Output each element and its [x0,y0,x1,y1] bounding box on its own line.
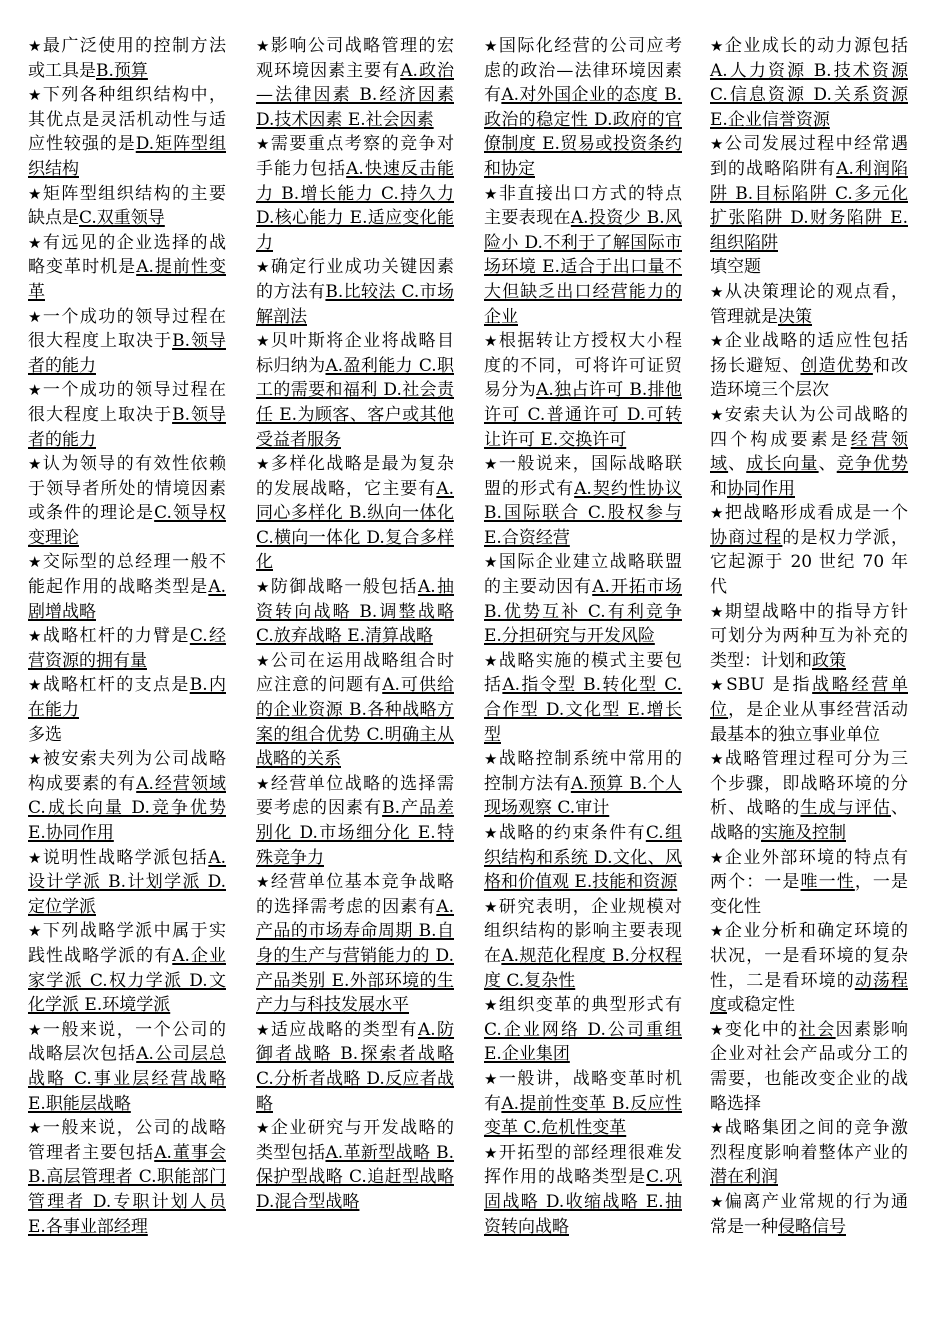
question-item [484,329,682,452]
question-text: 国际企业建立战略联盟的主要动因有 [484,552,682,598]
question-item [28,231,226,305]
question-text: 矩阵型组织结构的主要缺点是 [28,183,226,229]
answer-text: 潜在利润 [710,1167,778,1188]
star-icon: ★ [710,37,725,55]
fill-blank-item [710,1190,908,1239]
statement-text: 企业外部环境的特点有两个：一是 [710,847,908,893]
star-icon: ★ [256,332,271,351]
question-text: 确定行业成功关键因素的方法有 [256,257,454,302]
star-icon: ★ [256,135,271,154]
answer-text: A.经营领域 C.成长向量 D.竞争优势 E.协同作用 [28,773,226,843]
star-icon: ★ [28,307,43,326]
star-icon: ★ [28,922,43,941]
question-item [484,649,682,747]
statement-text: 因素影响企业对社会产品或分工的需要，也能改变企业的战略选择 [710,1019,909,1114]
answer-text: 协商过程 [710,527,783,548]
question-item [28,34,226,83]
question-text: 公司在运用战略组合时应注意的问题有 [256,650,454,696]
answer-text: 动荡程度 [710,970,909,1016]
question-item [256,255,454,329]
question-item [256,1018,454,1116]
question-text: 防御战略一般包括 [270,577,418,598]
answer-text: A.快速反击能力 B.增长能力 C.持久力 D.核心能力 E.适应变化能力 [256,158,454,253]
star-icon: ★ [710,1119,725,1138]
statement-text: 战略集团之间的竞争激烈程度影响着整体产业的 [710,1118,908,1163]
fill-blank-item [710,919,908,1017]
answer-text: C.领导权变理论 [28,503,227,548]
star-icon: ★ [256,1119,271,1138]
star-icon: ★ [484,1143,499,1162]
question-item [710,132,908,255]
fill-blank-item [710,673,908,747]
star-icon: ★ [484,651,499,670]
star-icon: ★ [256,258,271,277]
star-icon: ★ [710,848,725,867]
star-icon: ★ [256,651,271,670]
answer-text: A.独占许可 B.排他许可 C.普通许可 D.可转让许可 E.交换许可 [484,380,683,450]
answer-text: 竞争优势 [836,454,909,475]
question-item [484,993,682,1067]
question-text: 企业成长的动力源包括 [724,36,908,56]
answer-text: 唯一性 [800,872,855,893]
question-text: 经营单位战略的选择需要考虑的因素有 [256,773,454,819]
question-item [256,870,454,1018]
statement-text: 变化中的 [724,1019,799,1040]
answer-text: 经营领域 [710,429,909,475]
text-column-3 [484,34,682,1239]
question-item [28,378,226,452]
statement-text: 或稳定性 [727,995,795,1016]
statement-text: 企业战略的适应性包括扬长避短、 [710,331,908,376]
question-item [484,895,682,993]
question-text: 开拓型的部经理很难发挥作用的战略类型是 [484,1142,682,1188]
answer-text: A.契约性协议 B.国际联合 C.股权参与 E.合资经营 [484,478,682,548]
answer-text: B.领导者的能力 [28,331,226,376]
fill-blank-item [710,329,908,403]
question-text: 需要重点考察的竞争对手能力包括 [256,134,454,179]
star-icon: ★ [710,602,725,621]
star-icon: ★ [484,332,499,351]
statement-text: 企业分析和确定环境的状况，一是看环境的复杂性，二是看环境的 [710,921,908,991]
answer-text: A.革新型战略 B.保护型战略 C.追赶型战略 D.混合型战略 [256,1142,455,1212]
question-item [28,1116,226,1239]
question-text: 多样化战略是最为复杂的发展战略，它主要有 [256,454,454,499]
answer-text: 决策 [778,306,812,327]
answer-text: 成长向量 [746,454,819,475]
answer-text: B.比较法 C.市场解剖法 [256,281,455,327]
question-item [256,329,454,452]
star-icon: ★ [28,553,43,572]
star-icon: ★ [484,824,499,842]
star-icon: ★ [710,922,725,941]
answer-text: C.企业网络 D.公司重组 E.企业集团 [484,1019,682,1065]
fill-blank-item [710,1018,908,1116]
answer-text: A.公司层总战略 C.事业层经营战略 E.职能层战略 [28,1044,226,1114]
section-heading: 填空题 [710,257,761,278]
question-text: 有远见的企业选择的战略变革时机是 [28,232,226,278]
statement-text: 的是权力学派，它起源于 20 世纪 70 年代 [710,527,909,598]
answer-text: A.防御者战略 B.探索者战略 C.分析者战略 D.反应者战略 [256,1019,455,1114]
star-icon: ★ [484,750,499,769]
statement-text: 和改造环境三个层次 [710,355,909,401]
answer-text: A.预算 B.个人现场观察 C.审计 [484,773,682,819]
question-item [484,182,682,330]
question-item [484,452,682,550]
question-text: 根据转让方授权大小程度的不同，可将许可证贸易分为 [484,331,682,401]
answer-text: B.领导者的能力 [28,404,226,450]
answer-text: 实施及控制 [761,823,846,843]
star-icon: ★ [256,578,271,597]
answer-text: A.设计学派 B.计划学派 D.定位学派 [28,847,227,917]
star-icon: ★ [484,1069,499,1088]
star-icon: ★ [28,184,43,203]
question-item [28,673,226,722]
answer-text: 协同作用 [727,478,795,499]
answer-text: C.双重领导 [79,208,165,229]
answer-text: 创造优势 [800,355,873,376]
question-text: 战略的约束条件有 [498,823,646,843]
answer-text: A.企业家学派 C.权力学派 D.文化学派 E.环境学派 [28,945,226,1016]
question-item [28,305,226,379]
question-item [484,1141,682,1239]
question-text: 战略实施的模式主要包括 [484,650,682,696]
star-icon: ★ [28,1119,43,1138]
star-icon: ★ [484,996,499,1015]
star-icon: ★ [28,455,43,474]
answer-text: 社会 [798,1019,836,1040]
question-item [484,550,682,648]
question-item [28,452,226,550]
star-icon: ★ [710,282,725,301]
star-icon: ★ [256,1020,271,1039]
star-icon: ★ [484,455,499,474]
question-item [28,747,226,845]
question-item [256,649,454,772]
star-icon: ★ [28,37,43,55]
star-icon: ★ [484,184,499,203]
answer-text: A.开拓市场 B.优势互补 C.有利竞争 E.分担研究与开发风险 [484,577,682,647]
answer-text: C.经营资源的拥有量 [28,626,227,671]
question-text: 战略杠杆的力臂是 [42,626,190,647]
question-item [484,747,682,821]
question-text: 一个成功的领导过程在很大程度上取决于 [28,380,226,425]
statement-text: 、 [818,454,837,475]
star-icon: ★ [710,504,725,523]
statement-text: 、 [728,454,747,475]
question-text: 一般来说，公司的战略管理者主要包括 [28,1118,226,1163]
question-item [484,34,682,182]
answer-text: A.同心多样化 B.纵向一体化 C.横向一体化 D.复合多样化 [256,478,454,573]
question-item [256,452,454,575]
star-icon: ★ [28,233,43,252]
star-icon: ★ [710,676,727,695]
star-icon: ★ [256,37,271,55]
star-icon: ★ [28,750,43,769]
question-item [256,575,454,649]
fill-blank-item [710,280,908,329]
star-icon: ★ [28,848,43,867]
star-icon: ★ [710,1020,725,1039]
question-item [256,132,454,255]
star-icon: ★ [484,37,499,55]
star-icon: ★ [710,135,725,154]
answer-text: A.提前性变革 B.反应性变革 C.危机性变革 [484,1093,683,1139]
question-text: 公司发展过程中经常遇到的战略陷阱有 [710,134,908,179]
statement-text: SBU 是指 [726,675,813,696]
answer-text: A.盈利能力 C.职工的需要和福利 D.社会责任 E.为顾客、客户或其他受益者服务 [256,355,455,450]
question-item [28,624,226,673]
statement-text: 把战略形成看成是一个 [724,503,908,524]
question-item [28,83,226,181]
statement-text: 、战略的 [710,798,908,843]
statement-text: 安索夫认为公司战略的四个构成要素是 [710,404,908,450]
star-icon: ★ [710,332,725,351]
answer-text: A.产品的市场寿命周期 B.自身的生产与营销能力的 D.产品类别 E.外部环境的生产力与科技发展水平 [256,896,454,1016]
answer-text: A.指令型 B.转化型 C.合作型 D.文化型 E.增长型 [484,675,683,745]
question-text: 组织变革的典型形式有 [498,995,682,1016]
question-item [256,34,454,132]
text-column-1 [28,34,226,1239]
question-item [256,1116,454,1214]
statement-text: 期望战略中的指导方针可划分为两种互为补充的类型：计划和 [710,601,908,671]
question-text: 影响公司战略管理的宏观环境因素主要有 [256,36,454,81]
statement-text: ，一是变化性 [710,872,909,917]
fill-blank-item [710,747,908,845]
answer-text: 战略经营单位 [710,675,908,721]
star-icon: ★ [28,627,43,646]
question-item [484,1067,682,1141]
question-text: 一般说来，国际战略联盟的形式有 [484,454,682,499]
question-text: 非直接出口方式的特点主要表现在 [484,183,682,229]
answer-text: A.人力资源 B.技术资源 C.信息资源 D.关系资源 E.企业信誉资源 [710,60,908,130]
answer-text: C.组织结构和系统 D.文化、风格和价值观 E.技能和资源 [484,823,683,893]
fill-blank-item [710,1116,908,1190]
answer-text: A.剧增战略 [28,577,226,622]
question-text: 企业研究与开发战略的类型包括 [256,1118,454,1163]
question-item [28,846,226,920]
answer-text: 侵略信号 [778,1216,846,1237]
fill-blank-item [710,600,908,674]
answer-text: B.预算 [96,60,148,81]
question-item [484,821,682,895]
question-text: 交际型的总经理一般不能起作用的战略类型是 [28,552,226,598]
answer-text: A.政治—法律因素 B.经济因素 D.技术因素 E.社会因素 [256,60,454,130]
star-icon: ★ [256,455,271,474]
answer-text: B.内在能力 [28,675,226,721]
statement-text: 从决策理论的观点看，管理就是 [710,281,908,327]
answer-text: A.可供给的企业资源 B.各种战略方案的组合优势 C.明确主从战略的关系 [256,675,454,770]
fill-blank-item [710,403,908,501]
answer-text: A.规范化程度 B.分权程度 C.复杂性 [484,945,683,991]
star-icon: ★ [710,1192,725,1211]
question-text: 一个成功的领导过程在很大程度上取决于 [28,306,226,352]
answer-text: 政策 [812,650,846,671]
question-item [28,550,226,624]
star-icon: ★ [484,897,499,916]
question-text: 战略控制系统中常用的控制方法有 [484,749,682,794]
question-text: 适应战略的类型有 [270,1019,418,1040]
answer-text: A.提前性变革 [28,257,226,302]
answer-text: D.矩阵型组织结构 [28,134,227,179]
star-icon: ★ [710,750,725,769]
statement-text: 和 [710,478,727,499]
question-text: 下列战略学派中属于实践性战略学派的有 [28,921,226,966]
star-icon: ★ [28,1020,43,1039]
question-text: 研究表明，企业规模对组织结构的影响主要表现在 [484,896,682,966]
answer-text: A.抽资转向战略 B.调整战略 C.放弃战略 E.清算战略 [256,577,455,647]
statement-text: 偏离产业常规的行为通常是一种 [710,1191,908,1237]
fill-blank-item [710,846,908,920]
answer-text: A.投资少 B.风险小 D.不利于了解国际市场环境 E.适合于出口量不大但缺乏出口经营能力的企业 [484,208,682,327]
question-text: 国际化经营的公司应考虑的政治—法律环境因素有 [484,36,682,106]
answer-text: B.产品差别化 D.市场细分化 E.特殊竞争力 [256,798,455,868]
star-icon: ★ [710,405,725,424]
text-column-4 [710,34,908,1239]
answer-text: A.董事会 B.高层管理者 C.职能部门管理者 D.专职计划人员 E.各事业部经理 [28,1142,226,1237]
question-text: 一般讲，战略变革时机有 [484,1068,682,1114]
question-item [28,919,226,1017]
star-icon: ★ [28,381,43,400]
question-item [710,34,908,132]
answer-text: A.利润陷阱 B.目标陷阱 C.多元化扩张陷阱 D.财务陷阱 E.组织陷阱 [710,158,908,253]
star-icon: ★ [28,86,43,105]
answer-text: C.巩固战略 D.收缩战略 E.抽资转向战略 [484,1167,682,1237]
question-item [28,182,226,231]
question-text: 经营单位基本竞争战略的选择需考虑的因素有 [256,872,454,917]
star-icon: ★ [256,774,271,793]
fill-blank-item [710,501,908,599]
text-column-2 [256,34,454,1215]
question-item [28,1018,226,1116]
question-text: 一般来说，一个公司的战略层次包括 [28,1019,226,1065]
question-text: 战略杠杆的支点是 [42,675,190,696]
star-icon: ★ [28,676,43,695]
section-heading: 多选 [28,724,62,745]
question-item [256,772,454,870]
star-icon: ★ [256,873,271,892]
statement-text: 战略管理过程可分为三个步骤，即战略环境的分析、战略的 [710,749,908,819]
statement-text: ，是企业从事经营活动最基本的独立事业单位 [710,700,909,745]
question-text: 认为领导的有效性依赖于领导者所处的情境因素或条件的理论是 [28,454,226,524]
star-icon: ★ [484,553,499,572]
question-text: 最广泛使用的控制方法或工具是 [28,36,226,81]
question-text: 下列各种组织结构中，其优点是灵活机动性与适应性较强的是 [28,85,226,155]
question-text: 贝叶斯将企业将战略目标归纳为 [256,331,454,376]
answer-text: 生成与评估 [800,798,891,819]
question-text: 说明性战略学派包括 [42,847,209,868]
question-text: 被安索夫列为公司战略构成要素的有 [28,749,226,794]
answer-text: A.对外国企业的态度 B.政治的稳定性 D.政府的官僚制度 E.贸易或投资条约和协定 [484,85,683,179]
